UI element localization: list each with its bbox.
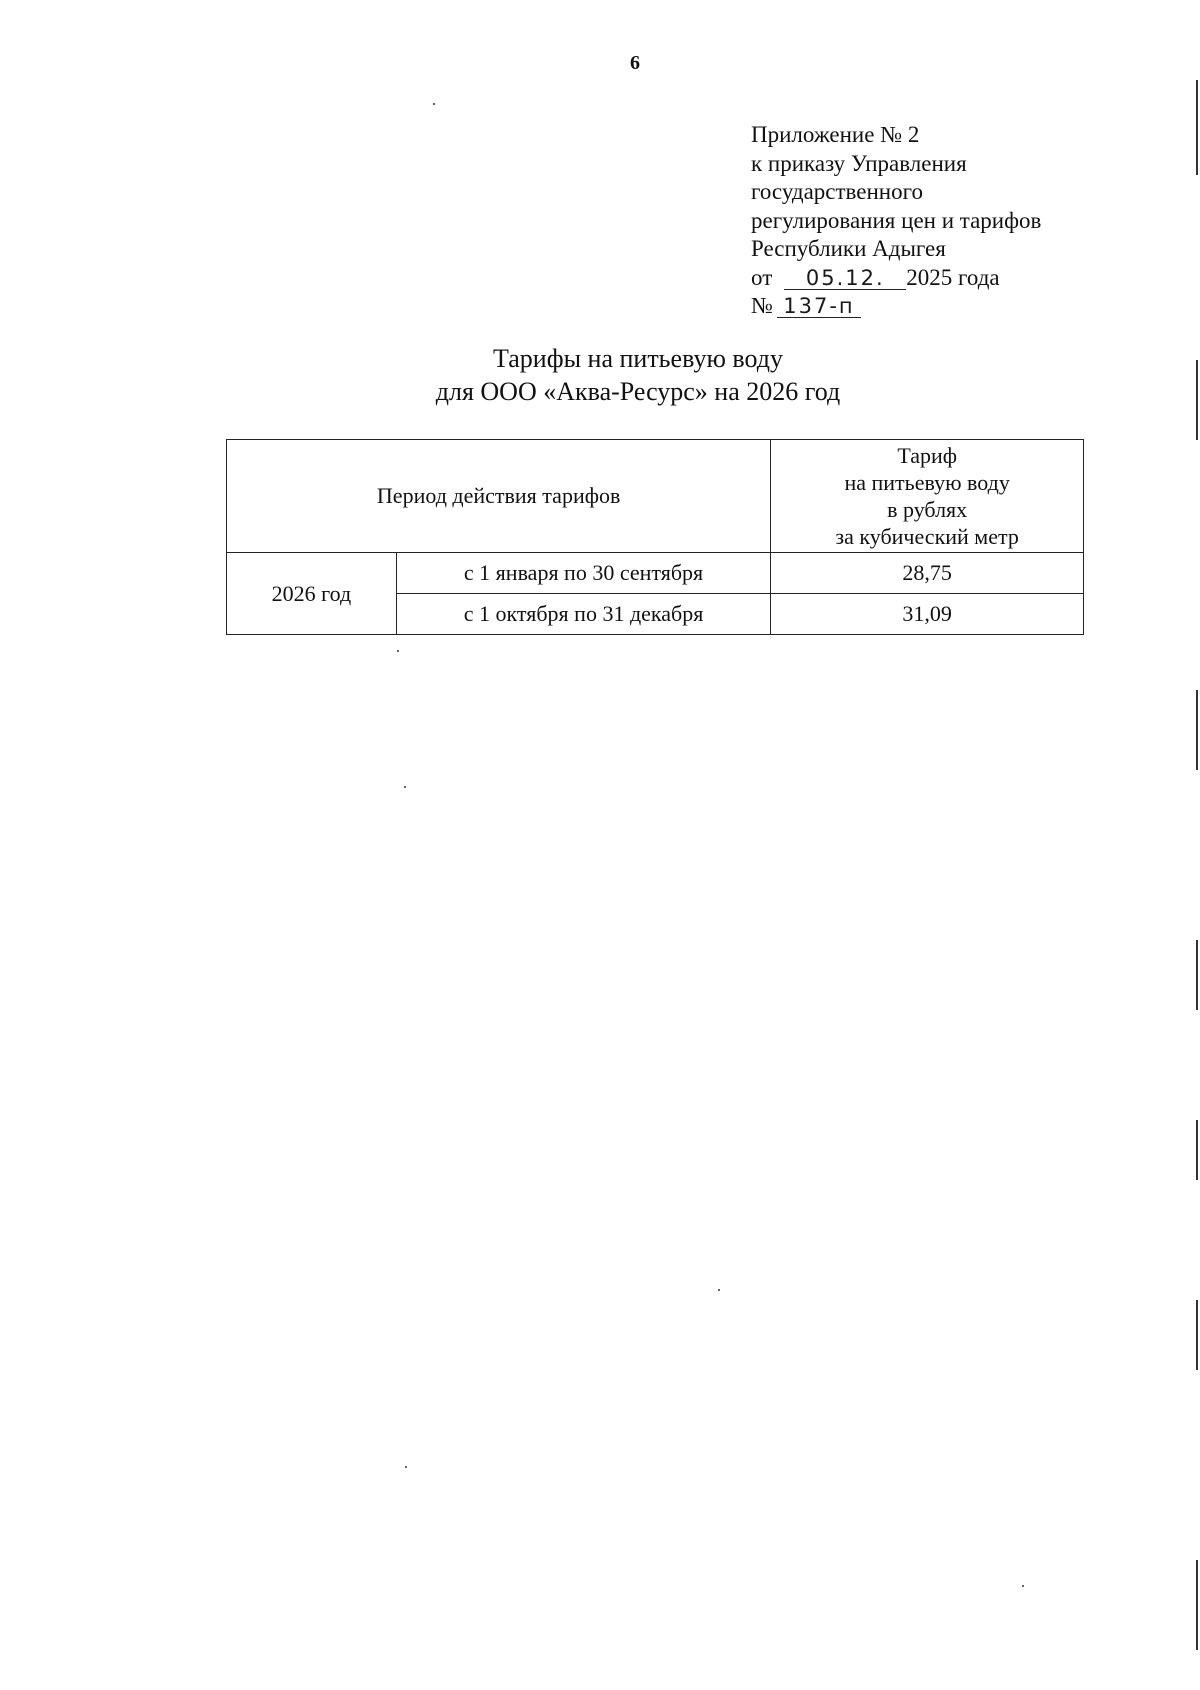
date-suffix: 2025 года [906, 264, 1000, 290]
date-prefix: от [751, 264, 773, 290]
scan-speck [397, 650, 399, 652]
appendix-line-5: Республики Адыгея [751, 236, 946, 261]
title-line-2: для ООО «Аква-Ресурс» на 2026 год [435, 377, 841, 406]
title-line-1: Тарифы на питьевую воду [493, 344, 783, 373]
scan-speck [404, 786, 406, 788]
value-cell: 31,09 [771, 594, 1084, 635]
document-title [300, 342, 976, 408]
header-period: Период действия тарифов [227, 440, 771, 553]
appendix-line-2: к приказу Управления [751, 150, 967, 176]
scan-speck [433, 103, 435, 105]
scan-edge-line [1196, 360, 1198, 440]
period-cell: с 1 октября по 31 декабря [396, 594, 771, 635]
scan-edge-line [1196, 1560, 1198, 1650]
handwritten-date: 05.12. [784, 267, 906, 290]
value-cell: 28,75 [771, 553, 1084, 594]
scan-edge-line [1196, 690, 1198, 770]
header-tariff-line-2: на питьевую воду [844, 470, 1010, 495]
scan-edge-line [1196, 80, 1198, 175]
header-tariff-line-4: за кубический метр [835, 524, 1019, 549]
table-header-row [227, 440, 1084, 553]
scan-speck [718, 1289, 720, 1291]
scan-speck [405, 1466, 407, 1468]
appendix-line-3: государственного [751, 179, 923, 204]
number-prefix: № [751, 293, 773, 318]
scan-edge-line [1196, 1120, 1198, 1180]
header-tariff-line-1: Тариф [897, 443, 957, 468]
appendix-line-4: регулирования цен и тарифов [751, 207, 1042, 233]
page-number: 6 [630, 52, 640, 74]
appendix-line-1: Приложение № 2 [751, 122, 920, 147]
handwritten-order-number: 137-п [777, 295, 861, 318]
scan-edge-line [1196, 940, 1198, 1010]
appendix-date-line [751, 264, 1041, 293]
appendix-block [751, 121, 1041, 321]
scan-edge-line [1196, 1300, 1198, 1370]
scan-speck [1022, 1585, 1024, 1587]
appendix-number-line [751, 292, 1041, 321]
header-tariff [771, 440, 1084, 553]
year-cell: 2026 год [227, 553, 397, 635]
period-cell: с 1 января по 30 сентября [396, 553, 771, 594]
header-tariff-line-3: в рублях [887, 497, 968, 522]
table-row [227, 553, 1084, 594]
tariff-table [226, 439, 1084, 635]
